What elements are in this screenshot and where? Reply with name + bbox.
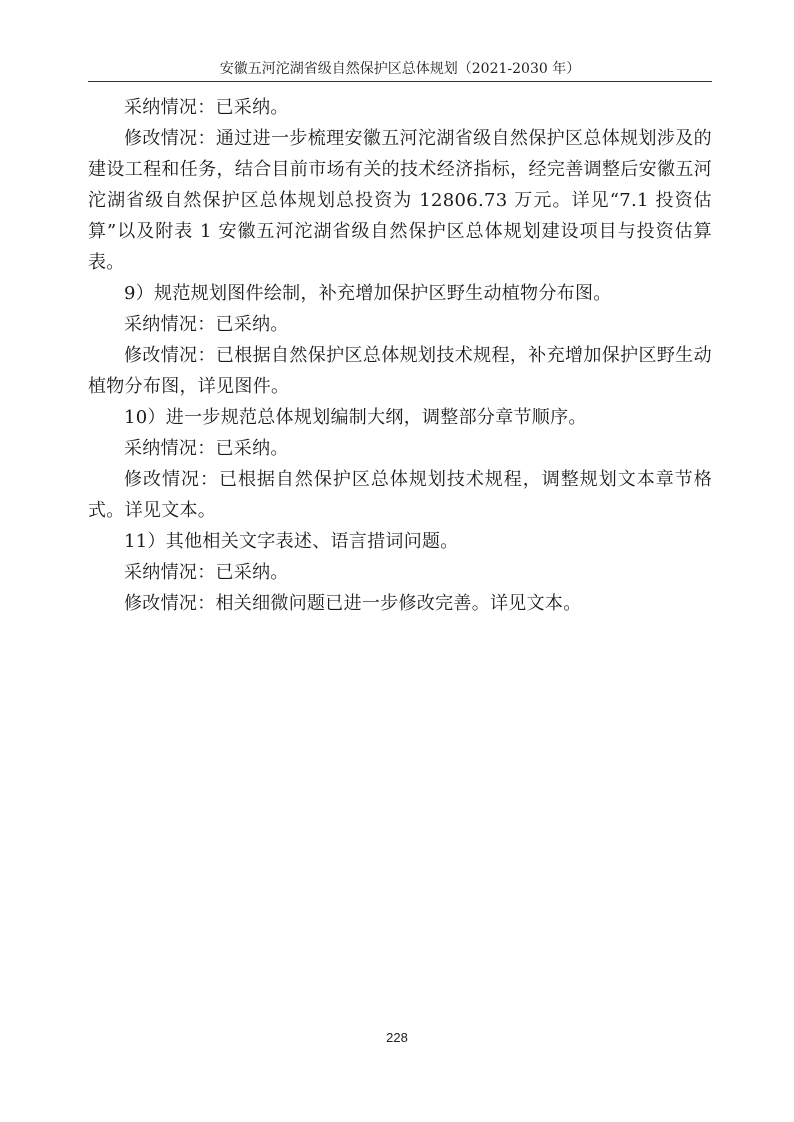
adoption-status: 采纳情况：已采纳。 [124,314,289,335]
review-item-11: 11）其他相关文字表述、语言措词问题。 [124,531,459,552]
review-item-9: 9）规范规划图件绘制，补充增加保护区野生动植物分布图。 [124,283,612,304]
review-item-10: 10）进一步规范总体规划编制大纲，调整部分章节顺序。 [124,407,587,428]
adoption-status: 采纳情况：已采纳。 [124,438,289,459]
revision-status: 修改情况：通过进一步梳理安徽五河沱湖省级自然保护区总体规划涉及的建设工程和任务，结合目前市场有关的技术经济指标，经完善调整后安徽五河沱湖省级自然保护区总体规划总投资为 12806.73 万元。详见“7.1 投资估算”以及附表 1 安徽五河沱湖省级自然保护区总体规划建设项目与投资估算表。 [88,128,712,273]
revision-status: 修改情况：已根据自然保护区总体规划技术规程，调整规划文本章节格式。详见文本。 [88,469,712,521]
header-divider [88,81,712,82]
page-number: 228 [386,1030,408,1045]
page-header: 安徽五河沱湖省级自然保护区总体规划（2021-2030 年） [219,61,581,77]
revision-status: 修改情况：相关细微问题已进一步修改完善。详见文本。 [124,593,582,614]
document-body [88,92,712,619]
adoption-status: 采纳情况：已采纳。 [124,562,289,583]
adoption-status: 采纳情况：已采纳。 [124,97,289,118]
revision-status: 修改情况：已根据自然保护区总体规划技术规程，补充增加保护区野生动植物分布图，详见图件。 [88,345,712,397]
